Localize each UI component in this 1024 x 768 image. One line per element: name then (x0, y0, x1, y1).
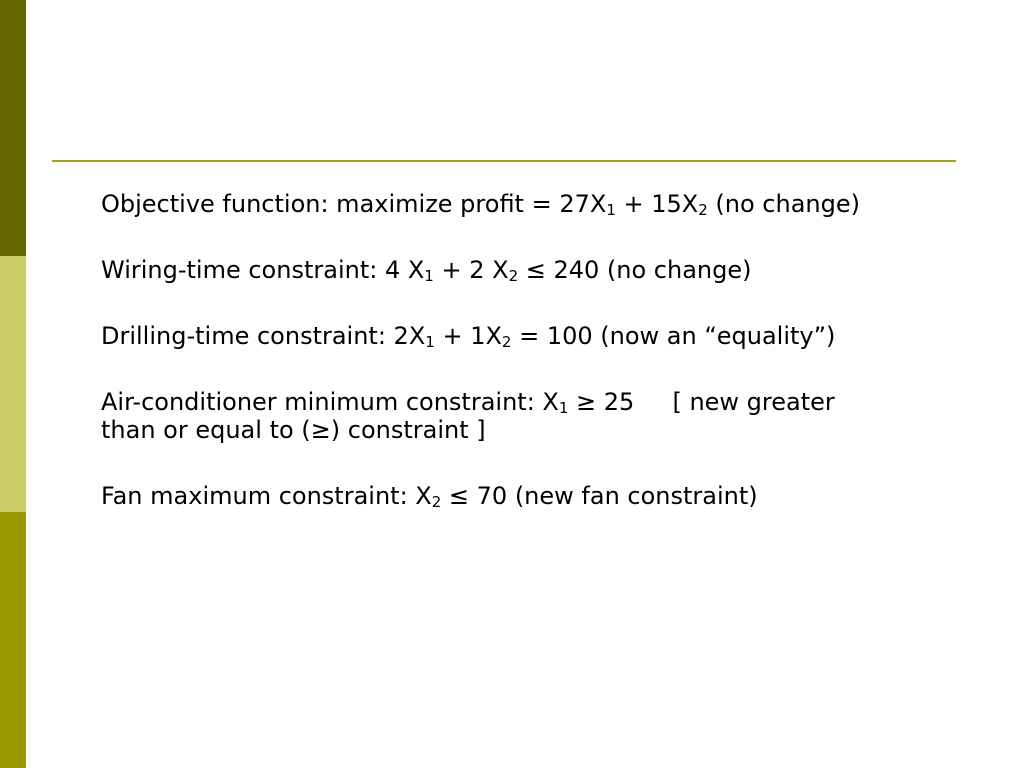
drilling-lead: Drilling-time constraint: 2X (101, 322, 426, 350)
objective-sub-2: 2 (698, 201, 708, 219)
wiring-sub-1: 1 (424, 267, 434, 285)
wiring-sub-2: 2 (508, 267, 519, 285)
left-accent-band-top (0, 0, 26, 256)
objective-mid: + 15X (615, 190, 699, 218)
drilling-sub-1: 1 (425, 333, 435, 351)
fan-constraint-line (101, 482, 963, 510)
left-accent-band-bottom (0, 512, 26, 768)
objective-sub-1: 1 (606, 201, 616, 219)
title-divider-rule (52, 160, 956, 162)
objective-tail: (no change) (707, 190, 860, 218)
air-conditioner-constraint-line (101, 388, 881, 444)
wiring-mid: + 2 X (433, 256, 509, 284)
wiring-constraint-line (101, 256, 963, 284)
fan-tail: ≤ 70 (new fan constraint) (441, 482, 758, 510)
objective-lead: Objective function: maximize profit = 27X (101, 190, 607, 218)
objective-function-line (101, 190, 963, 218)
slide-body (101, 190, 963, 548)
drilling-constraint-line (101, 322, 963, 350)
air-conditioner-sub-1: 1 (558, 399, 569, 417)
drilling-tail: = 100 (now an “equality”) (511, 322, 836, 350)
air-conditioner-tail: ≥ 25 [ new greater than or equal to (≥) constraint ] (101, 388, 843, 444)
drilling-mid: + 1X (434, 322, 502, 350)
drilling-sub-2: 2 (501, 333, 512, 351)
air-conditioner-lead: Air-conditioner minimum constraint: X (101, 388, 559, 416)
left-accent-band-middle (0, 256, 26, 512)
fan-lead: Fan maximum constraint: X (101, 482, 432, 510)
wiring-lead: Wiring-time constraint: 4 X (101, 256, 425, 284)
wiring-tail: ≤ 240 (no change) (518, 256, 752, 284)
fan-sub-2: 2 (431, 493, 442, 511)
